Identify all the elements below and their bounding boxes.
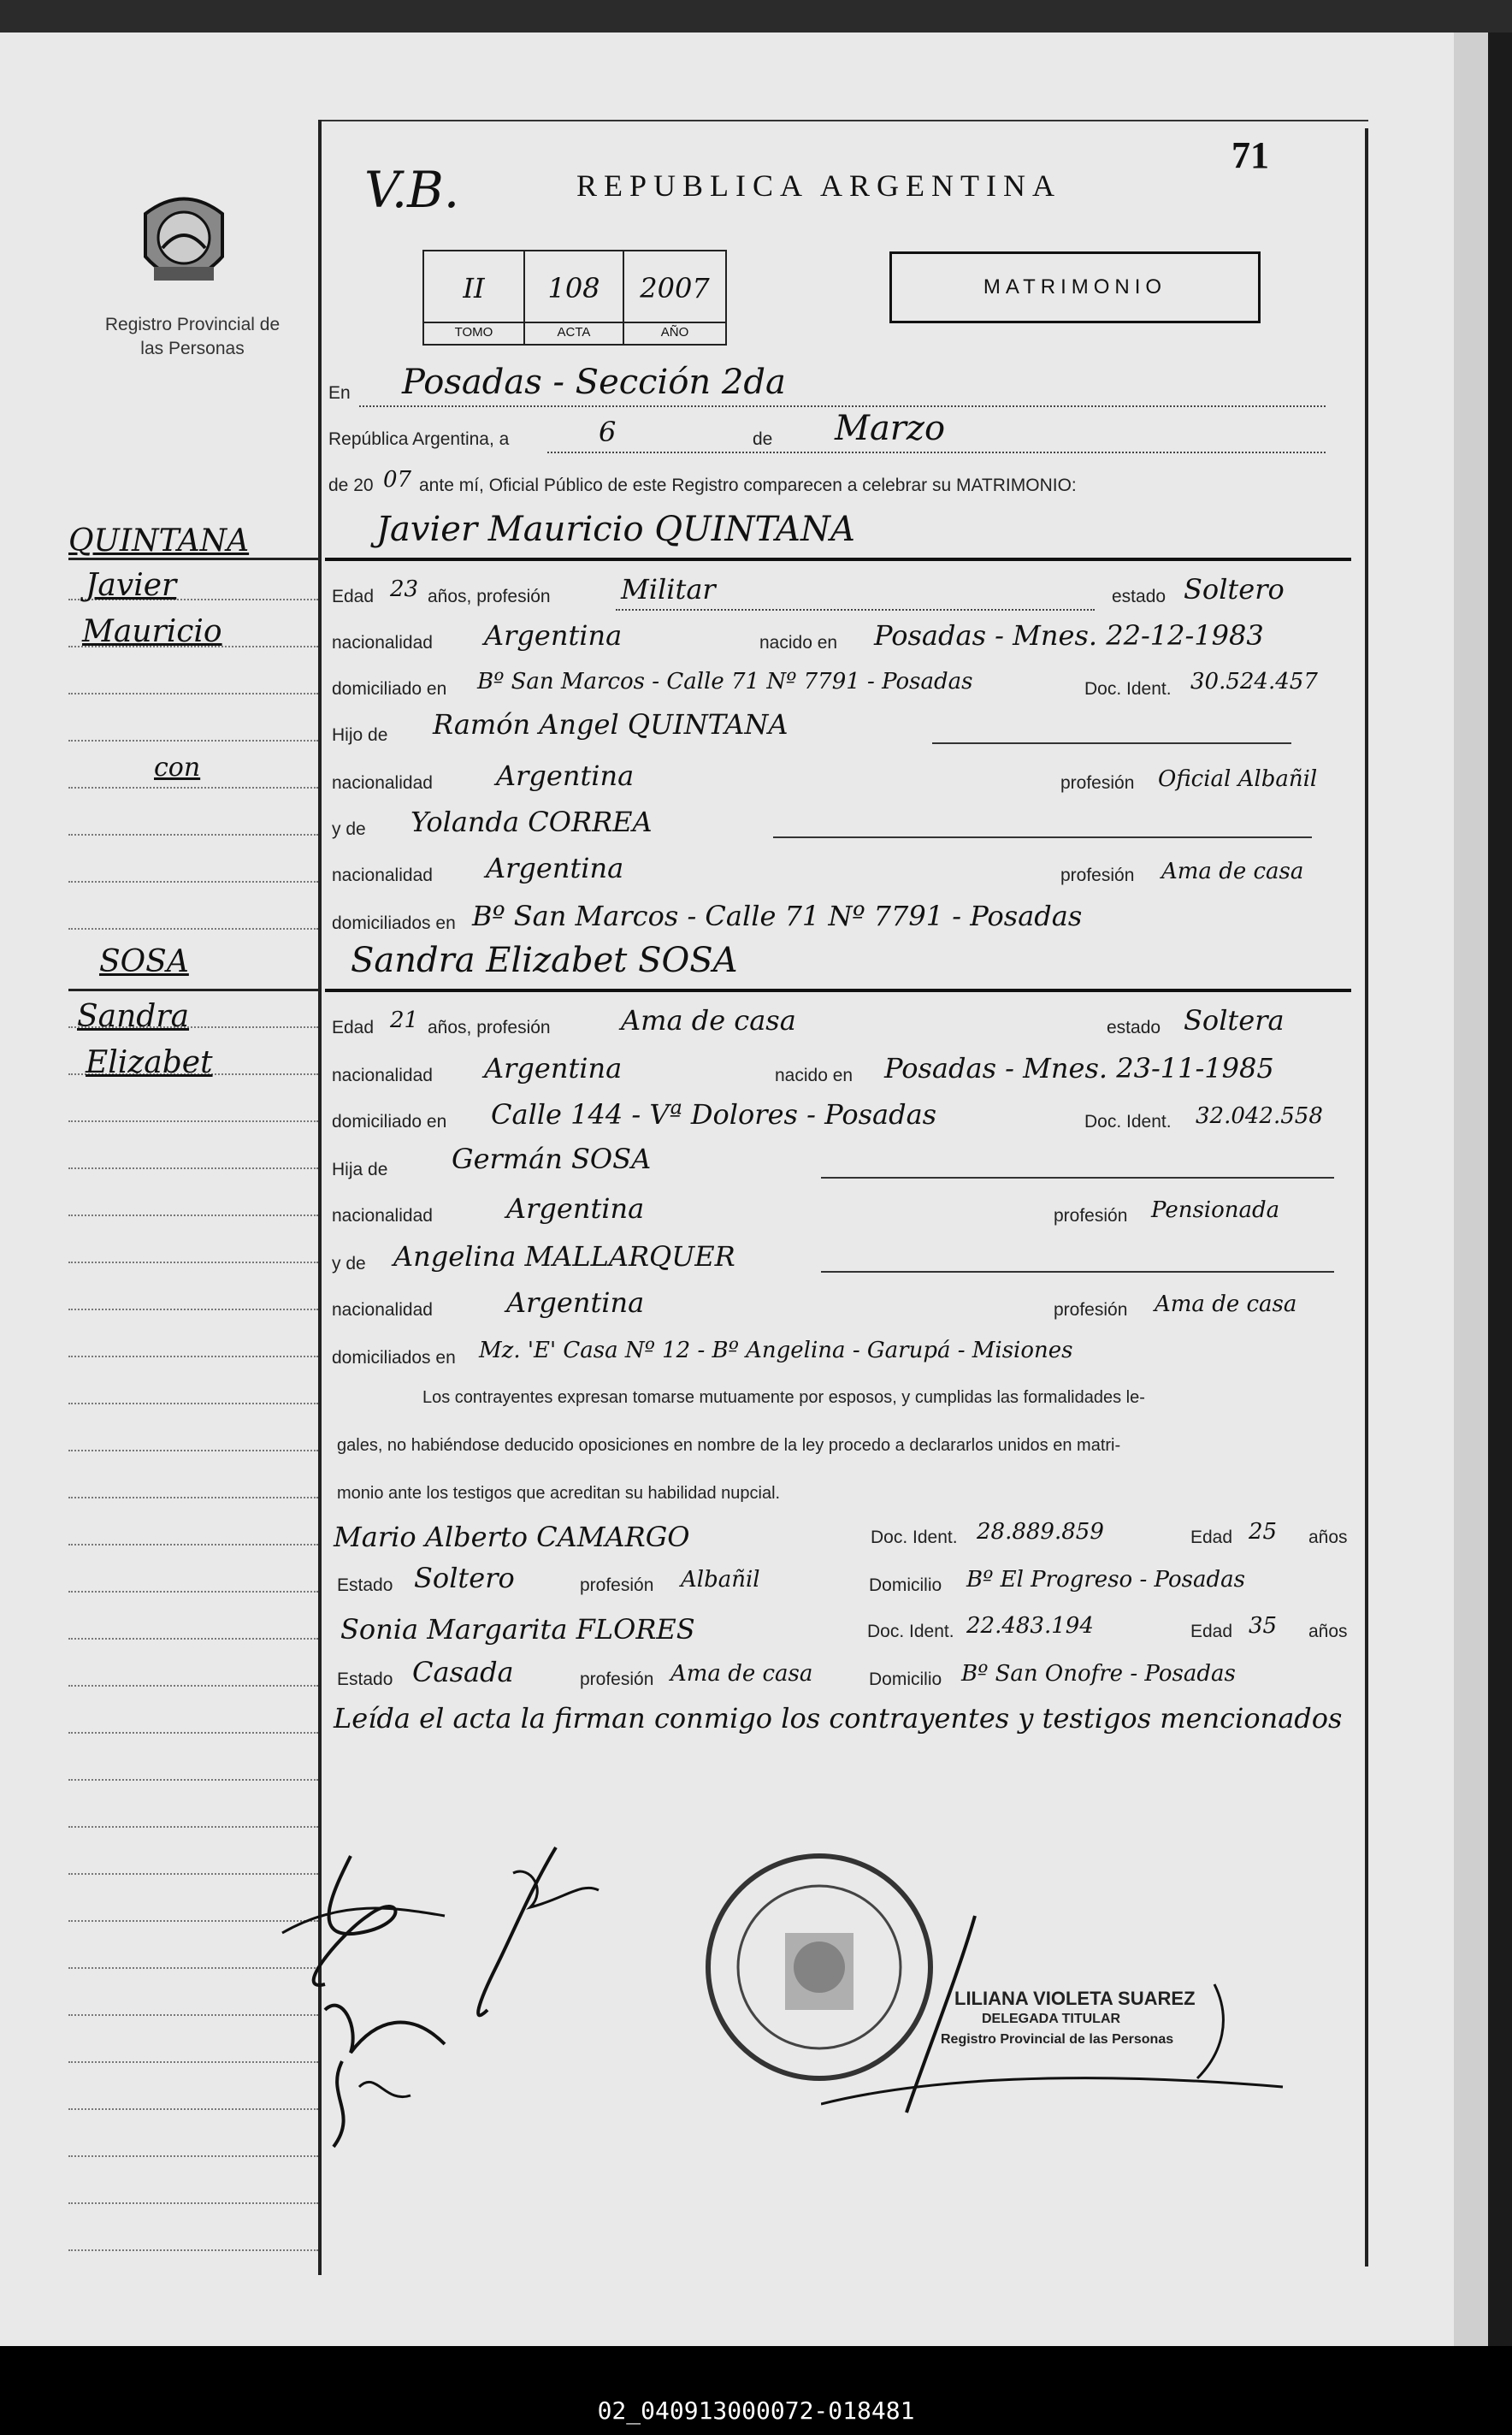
- registro-provincial-label: Registro Provincial de las Personas: [104, 315, 281, 358]
- bride-edad-label: Edad: [332, 1018, 375, 1037]
- bride-madre-nac: Argentina: [506, 1286, 645, 1319]
- anio-cell: [624, 251, 725, 344]
- declaration-line1: Los contrayentes expresan tomarse mutuamente por esposos, y cumplidas las formalidades le-: [422, 1388, 1145, 1407]
- acta-value: 108: [547, 272, 600, 304]
- bride-anios-prof-label: años, profesión: [428, 1018, 551, 1037]
- witness2-edad: 35: [1249, 1613, 1278, 1639]
- groom-madre-prof-label: profesión: [1060, 866, 1135, 885]
- margin-rule: [68, 787, 318, 789]
- official-name: LILIANA VIOLETA SUAREZ: [954, 1988, 1196, 2009]
- groom-madre-line: [773, 836, 1312, 838]
- witness1-anios-label: años: [1308, 1528, 1348, 1547]
- margin-rule: [68, 1215, 318, 1216]
- provincial-seal-icon: [128, 188, 239, 299]
- groom-edad-label: Edad: [332, 587, 375, 606]
- witness2-prof-label: profesión: [580, 1670, 654, 1689]
- fecha-line: [547, 452, 1326, 453]
- groom-padres-dom: Bº San Marcos - Calle 71 Nº 7791 - Posadas: [472, 900, 1083, 932]
- groom-profesion: Militar: [621, 573, 716, 606]
- bride-edad: 21: [390, 1008, 419, 1033]
- groom-nac-label: nacionalidad: [332, 633, 433, 653]
- bride-padres-dom-label: domiciliados en: [332, 1348, 456, 1368]
- witness2-domicilio: Bº San Onofre - Posadas: [961, 1661, 1236, 1687]
- bride-doc-label: Doc. Ident.: [1084, 1112, 1172, 1132]
- witness2-anios-label: años: [1308, 1622, 1348, 1641]
- groom-doc-label: Doc. Ident.: [1084, 679, 1172, 699]
- page-title: REPUBLICA ARGENTINA: [576, 168, 1062, 203]
- bride-madre-nac-label: nacionalidad: [332, 1300, 433, 1320]
- margin-rule: [68, 1544, 318, 1546]
- comparecen-text: ante mí, Oficial Público de este Registro comparecen a celebrar su MATRIMONIO:: [419, 476, 1077, 495]
- margin-rule: [68, 1732, 318, 1734]
- witness1-profesion: Albañil: [681, 1567, 760, 1593]
- dia-value: 6: [599, 416, 617, 448]
- tomo-value: II: [463, 272, 485, 304]
- groom-yde-label: y de: [332, 819, 366, 839]
- bride-madre-line: [821, 1271, 1334, 1273]
- matrimonio-label: MATRIMONIO: [983, 275, 1167, 298]
- groom-madre-nac-label: nacionalidad: [332, 866, 433, 885]
- declaration-line2: gales, no habiéndose deducido oposiciones en nombre de la ley procedo a declararlos unidos en matri-: [337, 1436, 1121, 1455]
- margin-rule: [68, 1309, 318, 1310]
- groom-padre-prof-label: profesión: [1060, 773, 1135, 793]
- mes-value: Marzo: [835, 409, 946, 448]
- groom-doc: 30.524.457: [1190, 669, 1318, 694]
- anio-value: 2007: [640, 272, 710, 304]
- bride-padre: Germán SOSA: [452, 1143, 652, 1175]
- groom-dom-label: domiciliado en: [332, 679, 447, 699]
- margin-groom-name2: Mauricio: [82, 614, 222, 649]
- tomo-cell: [424, 251, 525, 344]
- margin-bride-divider: [68, 989, 318, 991]
- witness2-dom-label: Domicilio: [869, 1670, 942, 1689]
- groom-madre-nac: Argentina: [486, 852, 624, 884]
- groom-estado: Soltero: [1184, 573, 1285, 606]
- de-label: de: [753, 429, 773, 449]
- witness1-edad: 25: [1249, 1519, 1278, 1545]
- margin-rule: [68, 1450, 318, 1451]
- bride-padre-nac-label: nacionalidad: [332, 1206, 433, 1226]
- bride-estado: Soltera: [1184, 1004, 1285, 1037]
- groom-padre-nac-label: nacionalidad: [332, 773, 433, 793]
- acta-label: ACTA: [525, 322, 623, 340]
- declaration-line3: monio ante los testigos que acreditan su habilidad nupcial.: [337, 1484, 781, 1503]
- witness1-name: Mario Alberto CAMARGO: [334, 1521, 690, 1553]
- groom-madre: Yolanda CORREA: [410, 806, 653, 838]
- acta-cell: [525, 251, 624, 344]
- witness1-domicilio: Bº El Progreso - Posadas: [966, 1567, 1245, 1593]
- bride-madre-prof: Ama de casa: [1155, 1291, 1297, 1317]
- official-signature-icon: [821, 1907, 1300, 2130]
- groom-padre-nac: Argentina: [496, 759, 635, 792]
- margin-rule: [68, 1120, 318, 1122]
- en-label: En: [328, 383, 351, 403]
- groom-padre-prof: Oficial Albañil: [1158, 766, 1318, 792]
- margin-rule: [68, 834, 318, 836]
- page-number: 71: [1231, 134, 1269, 176]
- groom-domicilio: Bº San Marcos - Calle 71 Nº 7791 - Posadas: [477, 669, 973, 694]
- anio2-value: 07: [383, 467, 412, 493]
- signatures-icon: [274, 1839, 633, 2164]
- page-edge: [1454, 33, 1488, 2346]
- margin-bride-surname: SOSA: [99, 944, 189, 979]
- bride-padre-prof-label: profesión: [1054, 1206, 1128, 1226]
- frame-right-line: [1365, 128, 1368, 2267]
- bride-nac-label: nacionalidad: [332, 1066, 433, 1085]
- bride-doc: 32.042.558: [1196, 1103, 1323, 1129]
- groom-anios-prof-label: años, profesión: [428, 587, 551, 606]
- anio-label: AÑO: [624, 322, 725, 340]
- margin-rule: [68, 928, 318, 930]
- bride-dom-label: domiciliado en: [332, 1112, 447, 1132]
- bride-profesion: Ama de casa: [621, 1004, 796, 1037]
- groom-nacido-label: nacido en: [759, 633, 838, 653]
- lugar-value: Posadas - Sección 2da: [402, 363, 786, 402]
- witness2-edad-label: Edad: [1190, 1622, 1233, 1641]
- closing-line1: Leída el acta la firman conmigo los contrayentes y testigos mencionados: [334, 1702, 1343, 1735]
- bride-name-line: [325, 989, 1351, 992]
- witness1-doc-label: Doc. Ident.: [871, 1528, 958, 1547]
- margin-rule: [68, 881, 318, 883]
- margin-rule: [68, 1638, 318, 1640]
- bride-nacionalidad: Argentina: [484, 1052, 623, 1085]
- bride-padre-nac: Argentina: [506, 1192, 645, 1225]
- bride-madre: Angelina MALLARQUER: [393, 1240, 735, 1273]
- image-code: 02_040913000072-018481: [597, 2397, 915, 2425]
- margin-rule: [68, 1356, 318, 1357]
- witness1-estado-label: Estado: [337, 1575, 393, 1595]
- margin-rule: [68, 1685, 318, 1687]
- bride-padre-line: [821, 1177, 1334, 1179]
- witness1-edad-label: Edad: [1190, 1528, 1233, 1547]
- margin-rule: [68, 1826, 318, 1828]
- vb-mark: V.B.: [364, 161, 460, 219]
- witness2-estado: Casada: [412, 1656, 514, 1688]
- groom-madre-prof: Ama de casa: [1161, 859, 1304, 884]
- groom-hijo-label: Hijo de: [332, 725, 388, 745]
- margin-bride-name1: Sandra: [77, 999, 190, 1034]
- witness1-estado: Soltero: [414, 1562, 515, 1594]
- bride-madre-prof-label: profesión: [1054, 1300, 1128, 1320]
- margin-rule: [68, 1167, 318, 1169]
- margin-groom-surname: QUINTANA: [68, 523, 250, 559]
- tomo-acta-anio-box: [422, 250, 727, 346]
- groom-name-line: [325, 558, 1351, 561]
- official-office: Registro Provincial de las Personas: [941, 2032, 1174, 2047]
- groom-nacido: Posadas - Mnes. 22-12-1983: [874, 619, 1264, 652]
- witness2-name: Sonia Margarita FLORES: [340, 1613, 695, 1646]
- lugar-line: [359, 405, 1326, 407]
- bride-nacido-label: nacido en: [775, 1066, 853, 1085]
- bride-hija-label: Hija de: [332, 1160, 388, 1179]
- margin-rule: [68, 1591, 318, 1593]
- witness2-estado-label: Estado: [337, 1670, 393, 1689]
- groom-nacionalidad: Argentina: [484, 619, 623, 652]
- groom-estado-label: estado: [1112, 587, 1166, 606]
- margin-rule: [68, 740, 318, 742]
- matrimonio-box: [889, 251, 1261, 323]
- bride-domicilio: Calle 144 - Vª Dolores - Posadas: [491, 1098, 937, 1131]
- groom-full-name: Javier Mauricio QUINTANA: [376, 510, 855, 549]
- official-role: DELEGADA TITULAR: [982, 2012, 1121, 2026]
- margin-rule: [68, 693, 318, 694]
- bride-yde-label: y de: [332, 1254, 366, 1274]
- groom-padre-line: [932, 742, 1291, 744]
- tomo-label: TOMO: [424, 322, 523, 340]
- groom-padre: Ramón Angel QUINTANA: [433, 708, 788, 741]
- de20-label: de 20: [328, 476, 374, 495]
- margin-rule: [68, 2202, 318, 2204]
- witness1-doc: 28.889.859: [977, 1519, 1104, 1545]
- witness2-doc-label: Doc. Ident.: [867, 1622, 954, 1641]
- margin-bride-name2: Elizabet: [86, 1045, 213, 1080]
- margin-rule: [68, 1497, 318, 1498]
- witness2-profesion: Ama de casa: [670, 1661, 813, 1687]
- groom-edad: 23: [390, 576, 419, 602]
- margin-groom-name1: Javier: [86, 568, 177, 603]
- margin-rule: [68, 1403, 318, 1404]
- witness2-doc: 22.483.194: [966, 1613, 1094, 1639]
- margin-rule: [68, 2249, 318, 2251]
- margin-con: con: [154, 753, 201, 783]
- margin-rule: [68, 1262, 318, 1263]
- groom-prof-line: [616, 609, 1095, 611]
- margin-rule: [68, 1779, 318, 1781]
- bride-nacido: Posadas - Mnes. 23-11-1985: [884, 1052, 1274, 1085]
- groom-padres-dom-label: domiciliados en: [332, 913, 456, 933]
- bride-estado-label: estado: [1107, 1018, 1161, 1037]
- republica-label: República Argentina, a: [328, 429, 510, 449]
- frame-top-line: [318, 120, 1368, 121]
- witness1-dom-label: Domicilio: [869, 1575, 942, 1595]
- bride-padre-prof: Pensionada: [1151, 1197, 1280, 1223]
- bride-full-name: Sandra Elizabet SOSA: [351, 941, 738, 980]
- witness1-prof-label: profesión: [580, 1575, 654, 1595]
- book-binding: [0, 0, 1512, 33]
- bride-padres-dom: Mz. 'E' Casa Nº 12 - Bº Angelina - Garupá - Misiones: [479, 1338, 1073, 1363]
